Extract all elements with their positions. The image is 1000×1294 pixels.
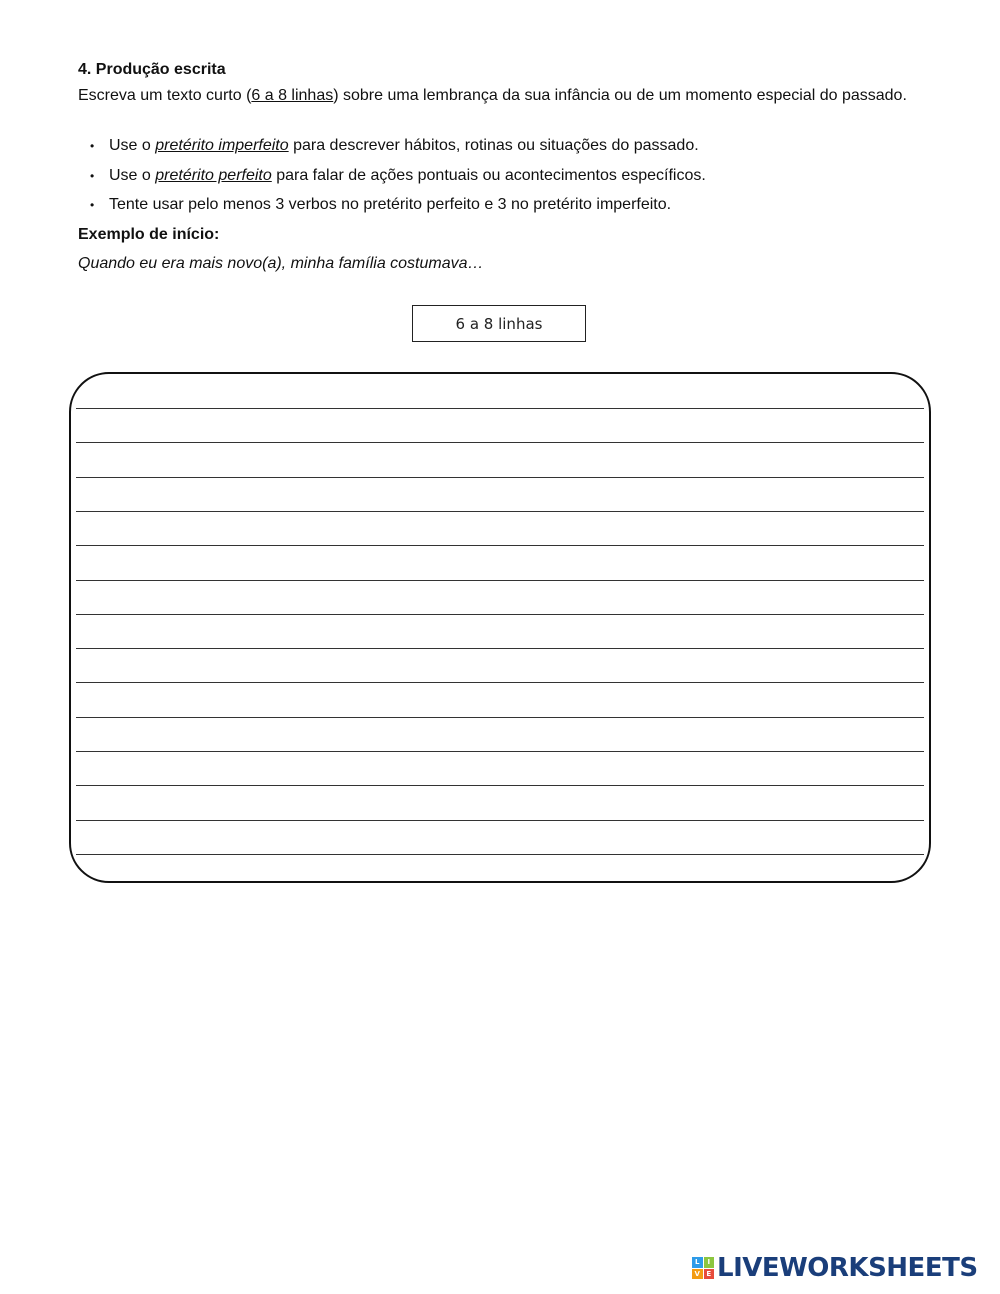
writing-area[interactable] xyxy=(69,372,931,883)
section-title: 4. Produção escrita xyxy=(78,61,226,78)
logo-mark-icon xyxy=(692,1257,714,1279)
bullet-icon: • xyxy=(90,139,95,153)
writing-line xyxy=(76,751,924,752)
writing-line xyxy=(76,442,924,443)
instruction-item: • Use o pretérito imperfeito para descrever hábitos, rotinas ou situações do passado. xyxy=(78,134,938,164)
writing-line xyxy=(76,820,924,821)
writing-line xyxy=(76,717,924,718)
writing-line xyxy=(76,580,924,581)
logo-mark-letter: E xyxy=(704,1269,715,1280)
intro-text xyxy=(78,84,918,108)
liveworksheets-logo xyxy=(692,1253,978,1283)
term-imperfeito: pretérito imperfeito xyxy=(155,137,289,154)
intro-after: ) sobre uma lembrança da sua infância ou de um momento especial do passado. xyxy=(333,87,907,104)
intro-line-count: 6 a 8 linhas xyxy=(251,87,334,104)
logo-mark-letter: I xyxy=(704,1257,715,1268)
writing-line xyxy=(76,545,924,546)
bullet-icon: • xyxy=(90,168,95,183)
example-text: Quando eu era mais novo(a), minha família costumava… xyxy=(78,255,484,272)
bullet-icon: • xyxy=(90,198,95,212)
writing-line xyxy=(76,614,924,615)
intro-before: Escreva um texto curto ( xyxy=(78,87,252,104)
writing-line xyxy=(76,511,924,512)
writing-line xyxy=(76,854,924,855)
writing-line xyxy=(76,785,924,786)
instructions-list xyxy=(78,134,938,223)
instruction-item: • Use o pretérito perfeito para falar de ações pontuais ou acontecimentos específicos. xyxy=(78,164,938,194)
logo-mark-letter: V xyxy=(692,1269,703,1280)
writing-line xyxy=(76,682,924,683)
writing-line xyxy=(76,408,924,409)
example-heading: Exemplo de início: xyxy=(78,226,220,243)
writing-line xyxy=(76,477,924,478)
line-count-badge: 6 a 8 linhas xyxy=(412,305,586,342)
instruction-item: • Tente usar pelo menos 3 verbos no pretérito perfeito e 3 no pretérito imperfeito. xyxy=(78,193,938,223)
logo-text: LIVEWORKSHEETS xyxy=(717,1253,978,1283)
term-perfeito: pretérito perfeito xyxy=(155,166,272,184)
logo-mark-letter: L xyxy=(692,1257,703,1268)
writing-line xyxy=(76,648,924,649)
